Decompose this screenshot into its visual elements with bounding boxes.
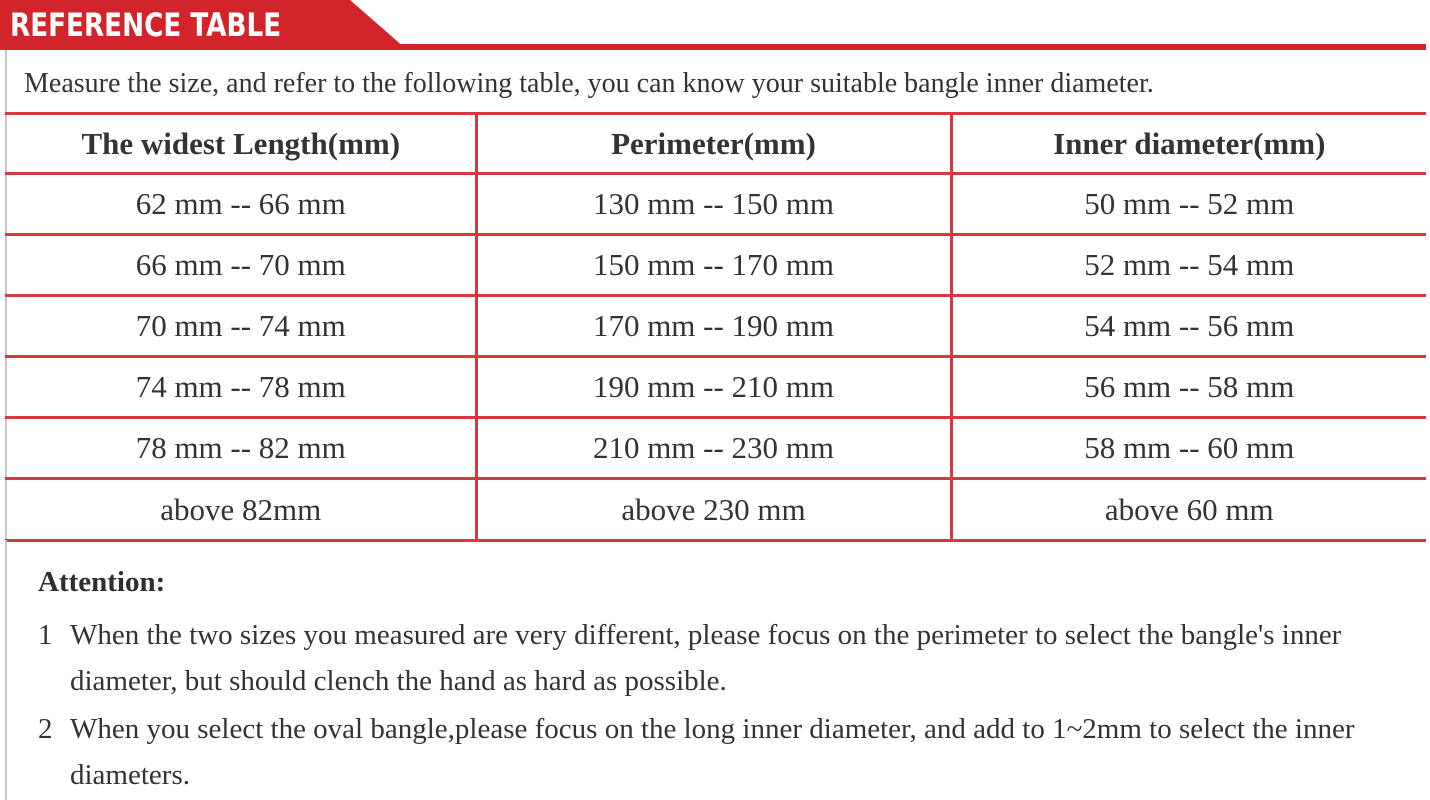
cell-inner-diameter: 52 mm -- 54 mm xyxy=(951,235,1426,296)
cell-inner-diameter: 58 mm -- 60 mm xyxy=(951,418,1426,479)
note-text: When the two sizes you measured are very different, please focus on the perimeter to select the bangle's inner diameter, but should clench the hand as hard as possible. xyxy=(70,619,1342,697)
note-number: 1 xyxy=(38,619,53,651)
table-header-row xyxy=(6,114,1426,174)
cell-widest-length: 70 mm -- 74 mm xyxy=(6,296,476,357)
table-row xyxy=(6,235,1426,296)
column-header-widest-length: The widest Length(mm) xyxy=(6,114,476,174)
cell-perimeter: above 230 mm xyxy=(476,479,951,541)
cell-widest-length: above 82mm xyxy=(6,479,476,541)
column-header-inner-diameter: Inner diameter(mm) xyxy=(951,114,1426,174)
intro-text: Measure the size, and refer to the following table, you can know your suitable bangle inner diameter. xyxy=(24,68,1154,99)
size-reference-table xyxy=(5,112,1426,542)
cell-perimeter: 210 mm -- 230 mm xyxy=(476,418,951,479)
cell-inner-diameter: 50 mm -- 52 mm xyxy=(951,174,1426,235)
page-title: REFERENCE TABLE xyxy=(10,6,282,44)
cell-perimeter: 170 mm -- 190 mm xyxy=(476,296,951,357)
table-row xyxy=(6,296,1426,357)
table-row xyxy=(6,418,1426,479)
cell-perimeter: 190 mm -- 210 mm xyxy=(476,357,951,418)
cell-inner-diameter: 56 mm -- 58 mm xyxy=(951,357,1426,418)
note-text: When you select the oval bangle,please focus on the long inner diameter, and add to 1~2mm to select the inner diameters. xyxy=(70,713,1355,791)
note-number: 2 xyxy=(38,713,53,745)
table-row xyxy=(6,357,1426,418)
cell-widest-length: 78 mm -- 82 mm xyxy=(6,418,476,479)
cell-inner-diameter: 54 mm -- 56 mm xyxy=(951,296,1426,357)
cell-widest-length: 74 mm -- 78 mm xyxy=(6,357,476,418)
attention-heading: Attention: xyxy=(38,566,166,598)
column-header-perimeter: Perimeter(mm) xyxy=(476,114,951,174)
cell-widest-length: 66 mm -- 70 mm xyxy=(6,235,476,296)
header-banner xyxy=(0,0,1430,56)
cell-perimeter: 130 mm -- 150 mm xyxy=(476,174,951,235)
cell-inner-diameter: above 60 mm xyxy=(951,479,1426,541)
cell-widest-length: 62 mm -- 66 mm xyxy=(6,174,476,235)
table-row xyxy=(6,479,1426,541)
cell-perimeter: 150 mm -- 170 mm xyxy=(476,235,951,296)
table-row xyxy=(6,174,1426,235)
